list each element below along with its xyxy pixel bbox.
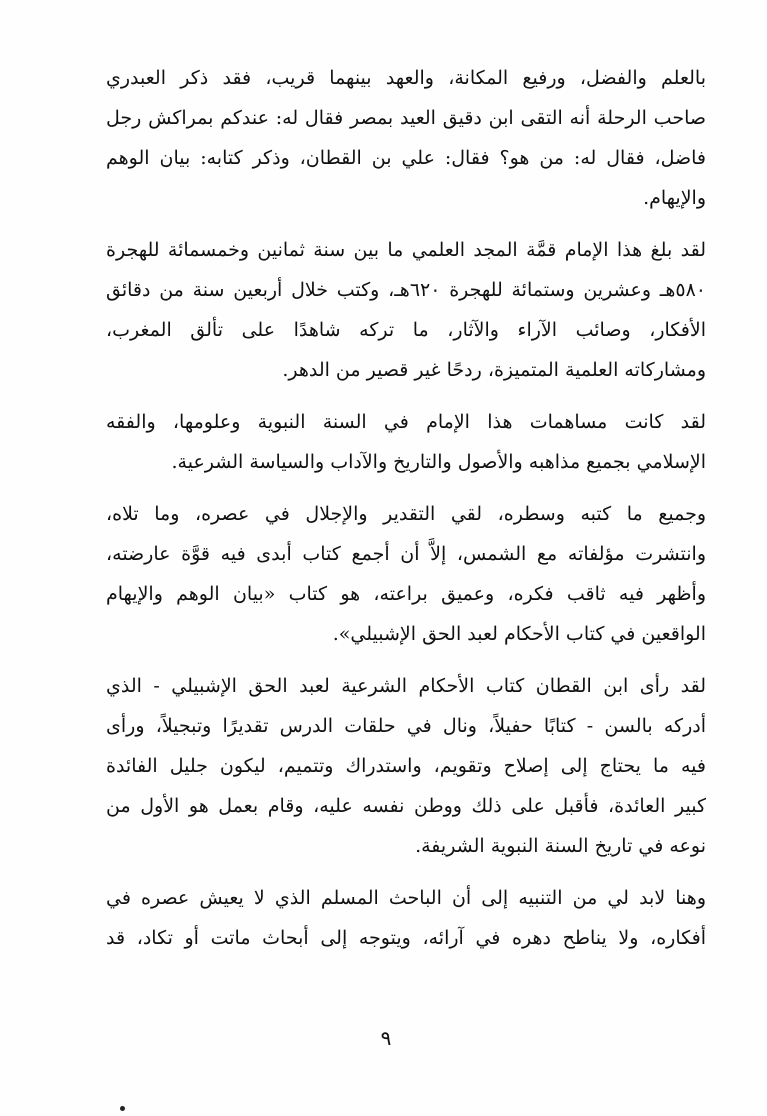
text-line: وانتشرت مؤلفاته مع الشمس، إلاَّ أن أجمع كتاب أبدى فيه قوَّة عارضته،	[106, 543, 706, 565]
text-line: فاضل، فقال له: من هو؟ فقال: علي بن القطان، وذكر كتابه: بيان الوهم	[106, 147, 706, 169]
text-line: وجميع ما كتبه وسطره، لقي التقدير والإجلال في عصره، وما تلاه،	[106, 503, 706, 525]
text-line: بالعلم والفضل، ورفيع المكانة، والعهد بينهما قريب، فقد ذكر العبدري	[106, 67, 706, 89]
text-line: لقد كانت مساهمات هذا الإمام في السنة النبوية وعلومها، والفقه	[106, 411, 706, 433]
text-line: كبير العائدة، فأقبل على ذلك ووطن نفسه عليه، وقام بعمل هو الأول من	[106, 795, 706, 817]
paragraph-5	[106, 666, 706, 866]
text-line: نوعه في تاريخ السنة النبوية الشريفة.	[415, 835, 706, 857]
body-text	[106, 58, 706, 970]
page-number: ٩	[380, 1026, 392, 1050]
text-line: لقد رأى ابن القطان كتاب الأحكام الشرعية لعبد الحق الإشبيلي - الذي	[106, 675, 706, 697]
text-line: صاحب الرحلة أنه التقى ابن دقيق العيد بمصر فقال له: عندكم بمراكش رجل	[106, 107, 706, 129]
text-line: ومشاركاته العلمية المتميزة، ردحًا غير قصير من الدهر.	[282, 359, 706, 381]
paragraph-2	[106, 230, 706, 390]
text-line: والإيهام.	[643, 187, 706, 209]
scan-speck	[120, 1106, 125, 1111]
text-line: وأظهر فيه ثاقب فكره، وعميق براعته، هو كتاب «بيان الوهم والإيهام	[106, 583, 706, 605]
paragraph-1	[106, 58, 706, 218]
text-line: الإسلامي بجميع مذاهبه والأصول والتاريخ والآداب والسياسة الشرعية.	[171, 451, 706, 473]
text-line: الأفكار، وصائب الآراء والآثار، ما تركه شاهدًا على تألق المغرب،	[106, 319, 706, 341]
text-line: الواقعين في كتاب الأحكام لعبد الحق الإشبيلي».	[332, 623, 706, 645]
text-line: أدركه بالسن - كتابًا حفيلاً، ونال في حلقات الدرس تقديرًا وتبجيلاً، ورأى	[106, 715, 706, 737]
paragraph-3	[106, 402, 706, 482]
paragraph-4	[106, 494, 706, 654]
text-line: أفكاره، ولا يناطح دهره في آرائه، ويتوجه إلى أبحاث ماتت أو تكاد، قد	[106, 927, 706, 949]
text-line: وهنا لابد لي من التنبيه إلى أن الباحث المسلم الذي لا يعيش عصره في	[106, 887, 706, 909]
text-line: فيه ما يحتاج إلى إصلاح وتقويم، واستدراك وتتميم، ليكون جليل الفائدة	[106, 755, 706, 777]
text-line: ٥٨٠هـ وعشرين وستمائة للهجرة ٦٢٠هـ، وكتب خلال أربعين سنة من دقائق	[106, 279, 706, 301]
text-line: لقد بلغ هذا الإمام قمَّة المجد العلمي ما بين سنة ثمانين وخمسمائة للهجرة	[106, 239, 706, 261]
paragraph-6	[106, 878, 706, 958]
